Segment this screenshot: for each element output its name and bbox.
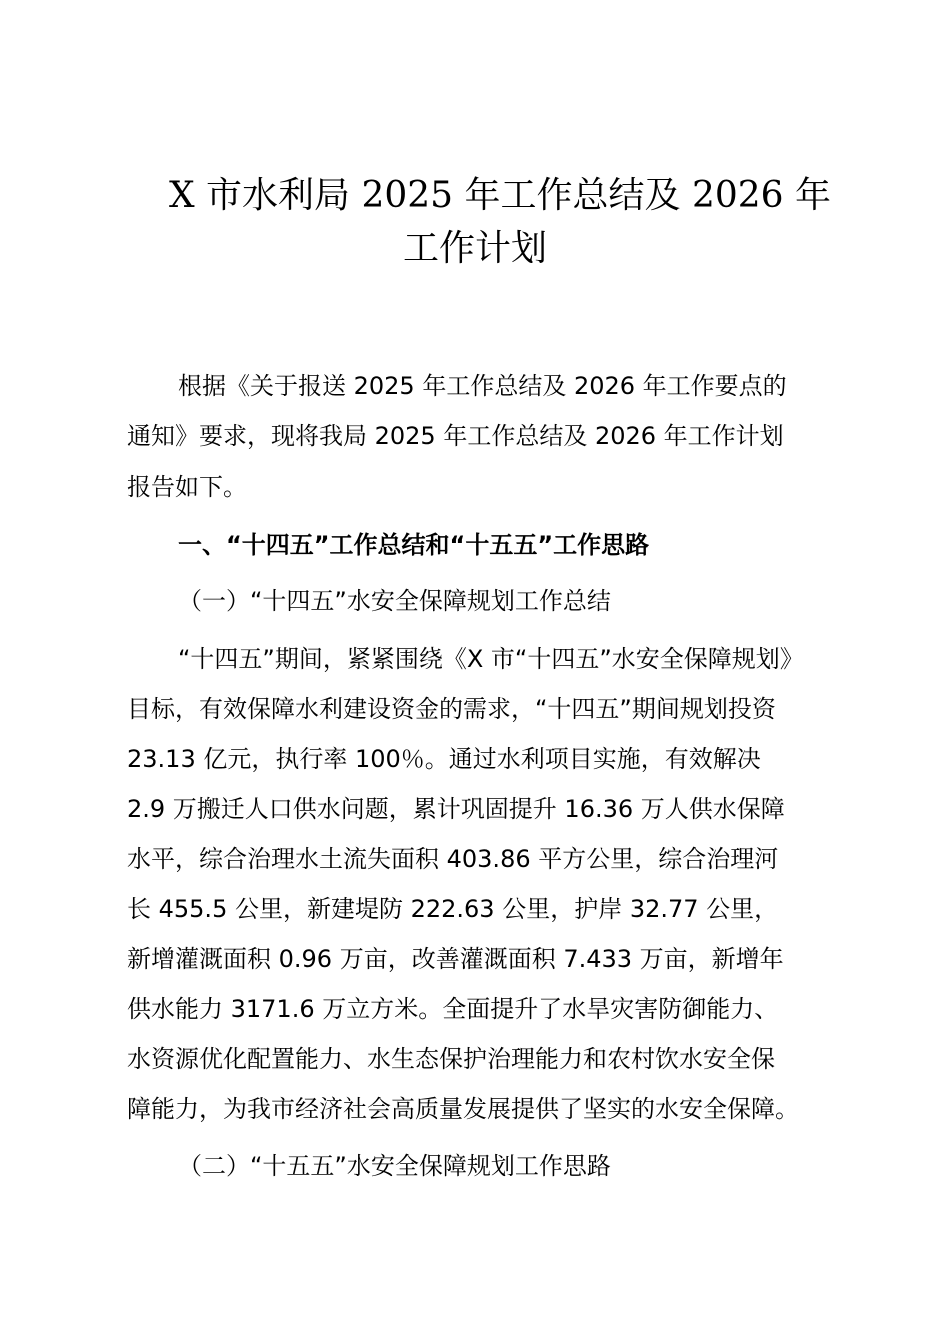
paragraph-line: 目标，有效保障水利建设资金的需求，“十四五”期间规划投资 xyxy=(127,695,776,723)
paragraph-line: 水资源优化配置能力、水生态保护治理能力和农村饮水安全保 xyxy=(127,1045,775,1073)
paragraph-line: 23.13 亿元，执行率 100％。通过水利项目实施，有效解决 xyxy=(127,745,761,773)
intro-line: 通知》要求，现将我局 2025 年工作总结及 2026 年工作计划 xyxy=(127,422,784,450)
paragraph-line: 水平，综合治理水土流失面积 403.86 平方公里，综合治理河 xyxy=(127,845,779,873)
subsection-heading: （一）“十四五”水安全保障规划工作总结 xyxy=(178,587,611,615)
document-title-line-2: 工作计划 xyxy=(402,228,547,269)
paragraph-line: “十四五”期间，紧紧围绕《X 市“十四五”水安全保障规划》 xyxy=(178,645,804,673)
paragraph-line: 供水能力 3171.6 万立方米。全面提升了水旱灾害防御能力、 xyxy=(127,995,779,1023)
document-title-line-1: X 市水利局 2025 年工作总结及 2026 年 xyxy=(168,175,832,216)
intro-line: 报告如下。 xyxy=(127,473,247,501)
paragraph-line: 新增灌溉面积 0.96 万亩，改善灌溉面积 7.433 万亩，新增年 xyxy=(127,945,784,973)
paragraph-line: 2.9 万搬迁人口供水问题，累计巩固提升 16.36 万人供水保障 xyxy=(127,795,785,823)
subsection-heading: （二）“十五五”水安全保障规划工作思路 xyxy=(178,1152,611,1180)
section-heading: 一、“十四五”工作总结和“十五五”工作思路 xyxy=(178,531,650,559)
intro-line: 根据《关于报送 2025 年工作总结及 2026 年工作要点的 xyxy=(178,372,787,400)
paragraph-line: 长 455.5 公里，新建堤防 222.63 公里，护岸 32.77 公里， xyxy=(127,895,779,923)
paragraph-line: 障能力，为我市经济社会高质量发展提供了坚实的水安全保障。 xyxy=(127,1095,799,1123)
